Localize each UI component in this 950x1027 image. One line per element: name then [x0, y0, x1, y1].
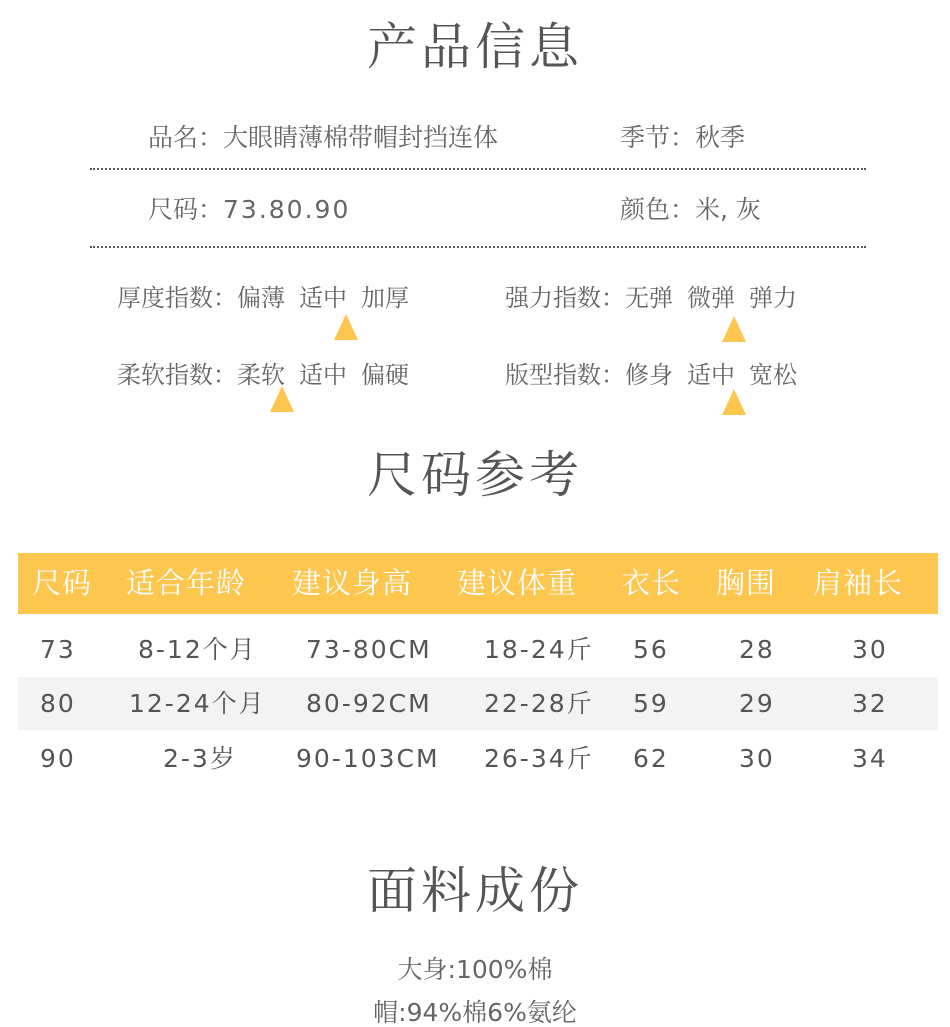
cell-chest: 28	[739, 635, 775, 664]
selected-marker-icon	[722, 316, 746, 342]
index-option: 适中	[299, 361, 347, 389]
header-age: 适合年龄	[126, 566, 247, 600]
cell-chest: 29	[739, 689, 775, 718]
index-option: 适中	[687, 361, 735, 389]
divider	[90, 168, 866, 170]
size-table-header	[18, 553, 938, 614]
index-option: 弹力	[749, 284, 797, 312]
index-option: 偏硬	[361, 361, 409, 389]
season	[620, 125, 745, 150]
index-option: 宽松	[749, 361, 797, 389]
index-option: 加厚	[361, 284, 409, 312]
cell-sleeve: 32	[852, 689, 888, 718]
cell-size: 90	[40, 744, 76, 773]
color-value: 米, 灰	[695, 195, 761, 224]
cell-weight: 18-24斤	[484, 635, 594, 664]
divider	[90, 246, 866, 248]
fabric-line: 大身:100%棉	[397, 955, 553, 984]
size-chart-title: 尺码参考	[367, 446, 583, 504]
index-option: 微弹	[687, 284, 735, 312]
index-label: 强力指数：	[505, 284, 625, 312]
cell-length: 56	[633, 635, 669, 664]
header-height: 建议身高	[292, 566, 413, 600]
cell-length: 59	[633, 689, 669, 718]
header-chest: 胸围	[716, 566, 777, 600]
index-option: 修身	[625, 361, 673, 389]
index-label: 版型指数：	[505, 361, 625, 389]
product-info-title: 产品信息	[367, 18, 583, 76]
cell-chest: 30	[739, 744, 775, 773]
size-label: 尺码：	[148, 195, 224, 224]
softness-index	[117, 363, 409, 387]
size-info	[148, 197, 350, 222]
index-option: 无弹	[625, 284, 673, 312]
selected-marker-icon	[270, 386, 294, 412]
index-option: 偏薄	[237, 284, 285, 312]
cell-height: 73-80CM	[306, 635, 432, 664]
cell-sleeve: 30	[852, 635, 888, 664]
product-name	[148, 125, 498, 150]
table-row	[18, 623, 938, 676]
cell-height: 80-92CM	[306, 689, 432, 718]
color-info	[620, 197, 761, 222]
season-value: 秋季	[695, 123, 746, 152]
cell-height: 90-103CM	[296, 744, 440, 773]
index-option: 柔软	[237, 361, 285, 389]
fabric-title: 面料成份	[367, 862, 583, 920]
header-size: 尺码	[32, 566, 93, 600]
table-row	[18, 732, 938, 785]
season-label: 季节：	[620, 123, 696, 152]
elasticity-index	[505, 286, 797, 310]
header-weight: 建议体重	[457, 566, 578, 600]
cell-age: 12-24个月	[129, 689, 266, 718]
size-value: 73.80.90	[223, 195, 351, 224]
cell-sleeve: 34	[852, 744, 888, 773]
fit-index	[505, 363, 797, 387]
selected-marker-icon	[334, 314, 358, 340]
color-label: 颜色：	[620, 195, 696, 224]
cell-age: 8-12个月	[138, 635, 257, 664]
header-length: 衣长	[621, 566, 682, 600]
header-sleeve: 肩袖长	[813, 566, 904, 600]
index-label: 厚度指数：	[117, 284, 237, 312]
cell-size: 73	[40, 635, 76, 664]
cell-length: 62	[633, 744, 669, 773]
selected-marker-icon	[722, 389, 746, 415]
thickness-index	[117, 286, 409, 310]
cell-age: 2-3岁	[163, 744, 237, 773]
table-row	[18, 677, 938, 730]
product-name-label: 品名：	[148, 123, 224, 152]
fabric-line: 帽:94%棉6%氨纶	[373, 998, 577, 1027]
index-label: 柔软指数：	[117, 361, 237, 389]
product-name-value: 大眼睛薄棉带帽封挡连体	[223, 123, 499, 152]
cell-weight: 26-34斤	[484, 744, 594, 773]
cell-weight: 22-28斤	[484, 689, 594, 718]
cell-size: 80	[40, 689, 76, 718]
index-option: 适中	[299, 284, 347, 312]
